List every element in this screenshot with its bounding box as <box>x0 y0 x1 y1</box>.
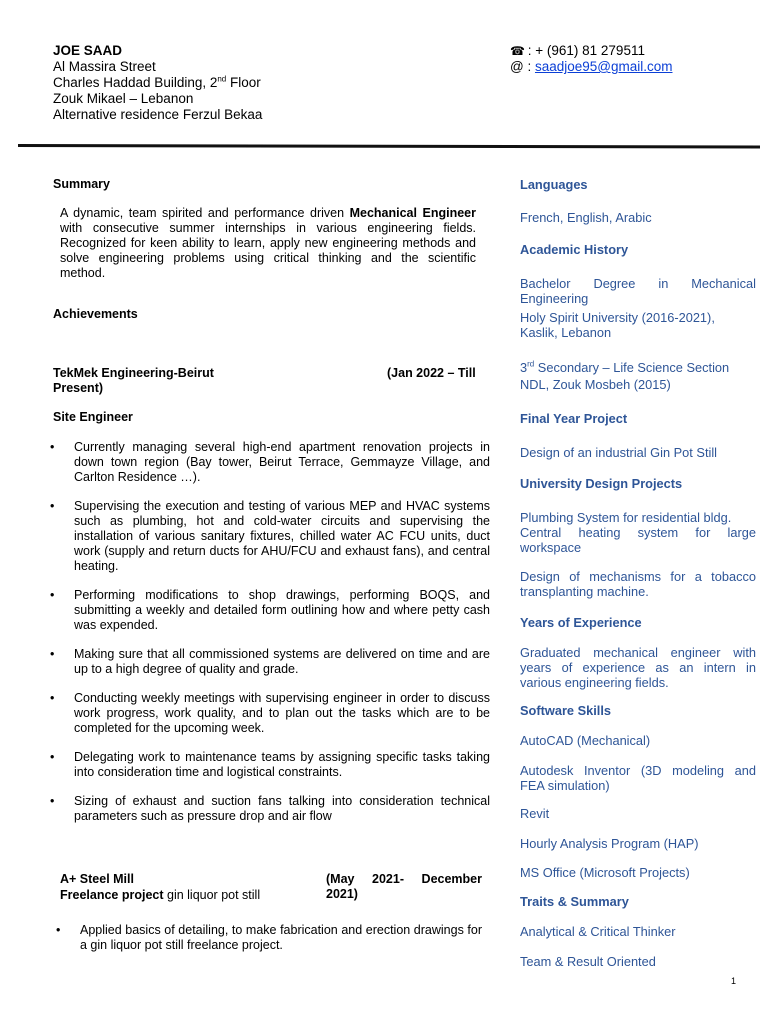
trait-item-analytical: Analytical & Critical Thinker <box>520 924 676 939</box>
achievements-heading: Achievements <box>53 307 138 321</box>
list-item: • Sizing of exhaust and suction fans talking into consideration technical parameters such as pressure drop and air flow <box>50 794 490 823</box>
final-year-project-text: Design of an industrial Gin Pot Still <box>520 445 718 460</box>
languages-heading: Languages <box>520 177 588 192</box>
contact-info <box>510 43 750 75</box>
job2-company: A+ Steel Mill <box>60 872 134 886</box>
phone-icon: ☎ <box>510 44 525 58</box>
job1-dates: (Jan 2022 – Till <box>387 366 476 380</box>
software-item-inventor: Autodesk Inventor (3D modeling and FEA simulation) <box>520 763 756 793</box>
list-item: • Performing modifications to shop drawings, performing BOQS, and submitting a weekly and detailed form outlining how and where petty cash was expended. <box>50 588 490 632</box>
list-item: • Conducting weekly meetings with supervising engineer in order to discuss work progress, work quality, and to plan out the tasks which are to be completed for the upcoming week. <box>50 691 490 735</box>
address-line-2: Charles Haddad Building, 2nd Floor <box>53 74 261 90</box>
job1-company: TekMek Engineering-Beirut <box>53 366 214 380</box>
university-projects-heading: University Design Projects <box>520 476 683 491</box>
summary-heading: Summary <box>53 177 110 191</box>
job1-dates-cont: Present) <box>53 381 104 395</box>
address-line-4: Alternative residence Ferzul Bekaa <box>53 107 263 122</box>
job2-role: Freelance project gin liquor pot still <box>60 888 261 902</box>
address-line-3: Zouk Mikael – Lebanon <box>53 91 194 106</box>
software-heading: Software Skills <box>520 703 612 718</box>
list-item: • Supervising the execution and testing of various MEP and HVAC systems such as plumbing, hot and cold-water circuits and supervising the installation of various sanitary fixtures, chilled water AC FCU units, duct work (supply and return ducts for AHU/FCU and exhaust fans), and central heating. <box>50 499 490 573</box>
experience-heading: Years of Experience <box>520 615 642 630</box>
page-number: 1 <box>731 976 737 986</box>
job1-role: Site Engineer <box>53 410 133 424</box>
academic-heading: Academic History <box>520 242 629 257</box>
software-item-hap: Hourly Analysis Program (HAP) <box>520 836 699 851</box>
address-line-1: Al Massira Street <box>53 59 156 74</box>
languages-text: French, English, Arabic <box>520 210 652 225</box>
list-item: • Making sure that all commissioned systems are delivered on time and are up to a high degree of quality and grade. <box>50 647 490 676</box>
final-year-project-heading: Final Year Project <box>520 411 628 426</box>
experience-text: Graduated mechanical engineer with years of experience as an intern in various engineering fields. <box>520 645 756 690</box>
secondary-school: NDL, Zouk Mosbeh (2015) <box>520 377 671 392</box>
email-link[interactable]: saadjoe95@gmail.com <box>534 59 673 74</box>
job2-bullets <box>56 923 482 967</box>
phone-line: ☎ : + (961) 81 279511 <box>510 43 645 58</box>
university-project-3: Design of mechanisms for a tobacco transplanting machine. <box>520 569 756 599</box>
trait-item-team: Team & Result Oriented <box>520 954 656 969</box>
list-item: • Currently managing several high-end apartment renovation projects in down town region (Bay tower, Beirut Terrace, Gemmayze Village, and Carlton Residence …). <box>50 440 490 484</box>
summary-text: A dynamic, team spirited and performance driven Mechanical Engineer with consecutive summer internships in various engineering fields. Recognized for keen ability to learn, apply new engineering methods and solve engineering problems using critical thinking and the scientific method. <box>60 206 476 280</box>
email-line: @ : saadjoe95@gmail.com <box>510 59 673 74</box>
list-item: • Delegating work to maintenance teams by assigning specific tasks taking into consideration time and logistical constraints. <box>50 750 490 779</box>
applicant-name: JOE SAAD <box>53 43 123 58</box>
software-item-msoffice: MS Office (Microsoft Projects) <box>520 865 690 880</box>
traits-heading: Traits & Summary <box>520 894 629 909</box>
academic-degree: Bachelor Degree in Mechanical Engineering <box>520 276 756 306</box>
software-item-revit: Revit <box>520 806 550 821</box>
university-project-1: Plumbing System for residential bldg. <box>520 510 732 525</box>
university-project-2: Central heating system for large workspace <box>520 525 756 555</box>
software-item-autocad: AutoCAD (Mechanical) <box>520 733 651 748</box>
job2-dates: (May 2021- December 2021) <box>326 872 482 901</box>
secondary-education: 3rd Secondary – Life Science Section <box>520 359 730 375</box>
contact-block <box>53 43 373 123</box>
academic-university: Holy Spirit University (2016-2021), Kaslik, Lebanon <box>520 310 715 340</box>
list-item: • Applied basics of detailing, to make fabrication and erection drawings for a gin liquor pot still freelance project. <box>56 923 482 952</box>
header-divider <box>18 144 760 149</box>
job1-bullets <box>50 440 490 838</box>
